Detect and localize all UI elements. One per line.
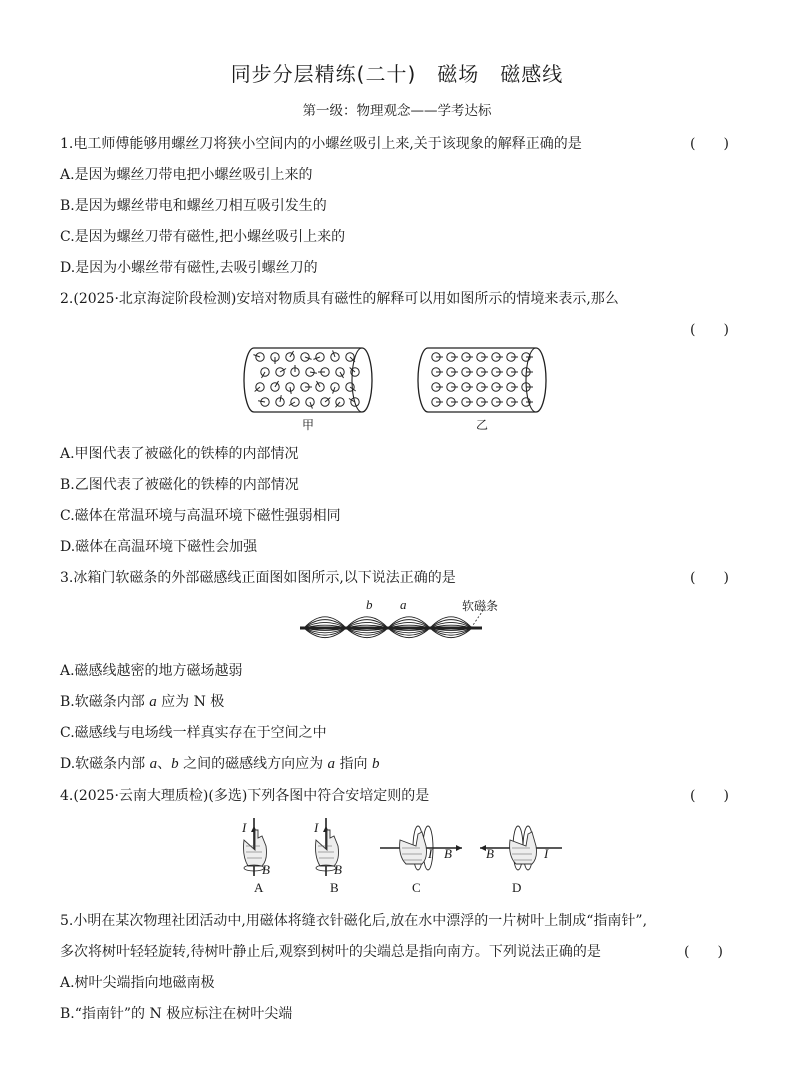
q4-c-field: B <box>444 846 452 861</box>
q4-figure-c <box>378 822 468 874</box>
q1-stem: 1.电工师傅能够用螺丝刀将狭小空间内的小螺丝吸引上来,关于该现象的解释正确的是 <box>60 136 582 152</box>
q5-stem-line2: 多次将树叶轻轻旋转,待树叶静止后,观察到树叶的尖端总是指向南方。下列说法正确的是 <box>60 944 601 960</box>
q2-figure-yi <box>418 346 548 414</box>
q4-d-current: I <box>544 846 549 861</box>
q3-stem: 3.冰箱门软磁条的外部磁感线正面图如图所示,以下说法正确的是 <box>60 570 456 586</box>
q3-option-d: D.软磁条内部 a、b 之间的磁感线方向应为 a 指向 b <box>60 756 380 772</box>
q4-d-field: B <box>486 846 494 861</box>
q2-option-d: D.磁体在高温环境下磁性会加强 <box>60 539 258 555</box>
q1-answer-blank: ( ) <box>690 136 729 152</box>
q2-figure-jia-caption: 甲 <box>302 418 315 432</box>
page-title: 同步分层精练(二十) 磁场 磁感线 <box>230 62 564 86</box>
q5-option-a: A.树叶尖端指向地磁南极 <box>60 975 215 991</box>
q4-answer-blank: ( ) <box>690 788 729 804</box>
q2-option-a: A.甲图代表了被磁化的铁棒的内部情况 <box>60 446 299 462</box>
q2-option-b: B.乙图代表了被磁化的铁棒的内部情况 <box>60 477 299 493</box>
q1-option-a: A.是因为螺丝刀带电把小螺丝吸引上来的 <box>60 167 313 183</box>
q3-option-b: B.软磁条内部 a 应为 N 极 <box>60 694 225 710</box>
q4-label-c: C <box>412 880 421 895</box>
q2-figure-yi-caption: 乙 <box>476 418 489 432</box>
q1-option-c: C.是因为螺丝刀带有磁性,把小螺丝吸引上来的 <box>60 229 346 245</box>
q3-label-b: b <box>366 597 373 612</box>
q5-stem-line1: 5.小明在某次物理社团活动中,用磁体将缝衣针磁化后,放在水中漂浮的一片树叶上制成“指南针”, <box>60 913 648 929</box>
q2-option-c: C.磁体在常温环境与高温环境下磁性强弱相同 <box>60 508 341 524</box>
q5-answer-blank: ( ) <box>684 944 723 960</box>
section-subtitle: 第一级：物理观念——学考达标 <box>302 103 492 119</box>
q3-label-a: a <box>400 597 407 612</box>
q4-stem: 4.(2025·云南大理质检)(多选)下列各图中符合安培定则的是 <box>60 788 430 804</box>
q3-option-a: A.磁感线越密的地方磁场越弱 <box>60 663 243 679</box>
q5-option-b: B.“指南针”的 N 极应标注在树叶尖端 <box>60 1006 293 1022</box>
q3-option-c: C.磁感线与电场线一样真实存在于空间之中 <box>60 725 327 741</box>
q1-option-d: D.是因为小螺丝带有磁性,去吸引螺丝刀的 <box>60 260 318 276</box>
q2-figure-jia <box>244 346 374 414</box>
q4-label-b: B <box>330 880 339 895</box>
q2-stem: 2.(2025·北京海淀阶段检测)安培对物质具有磁性的解释可以用如图所示的情境来表示,那么 <box>60 291 619 307</box>
q1-option-b: B.是因为螺丝带电和螺丝刀相互吸引发生的 <box>60 198 327 214</box>
q4-a-field: B <box>262 862 270 877</box>
q4-label-d: D <box>512 880 522 895</box>
q4-label-a: A <box>254 880 264 895</box>
q4-a-current: I <box>242 820 247 835</box>
q4-b-current: I <box>314 820 319 835</box>
q2-answer-blank: ( ) <box>690 322 729 338</box>
q4-c-current: I <box>428 846 433 861</box>
q4-b-field: B <box>334 862 342 877</box>
q3-label-soft-strip: 软磁条 <box>462 599 499 613</box>
q3-answer-blank: ( ) <box>690 570 729 586</box>
